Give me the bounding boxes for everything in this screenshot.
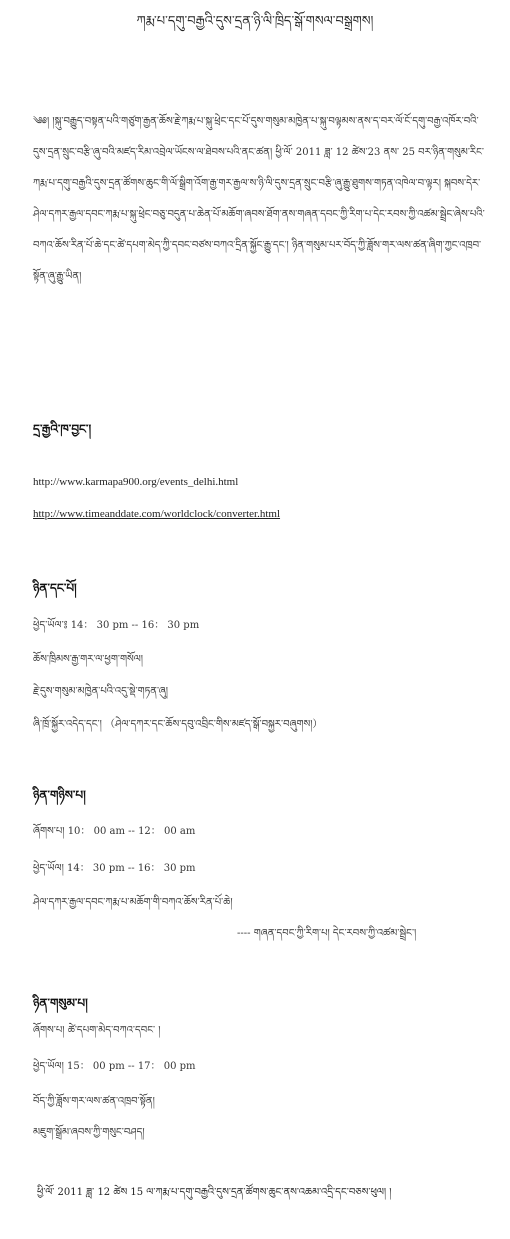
link-karmapa900[interactable]: http://www.karmapa900.org/events_delhi.html <box>33 476 239 488</box>
day3-heading: ཉིན་གསུམ་པ། <box>33 996 88 1010</box>
day3-afternoon-time: ཕྱེད་ཡོལ། 15： 00 pm -- 17： 00 pm <box>33 1061 196 1072</box>
link-timeanddate[interactable]: http://www.timeanddate.com/worldclock/converter.html <box>33 508 281 520</box>
day1-item: ཆོས་ཁྲིམས་རྒྱ་གར་ལ་ཕྱག་གསོལ། <box>33 654 144 665</box>
day1-item: རྗེ་དུས་གསུམ་མཁྱེན་པའི་འདུ་སྡེ་གཏན་ཞུ། <box>33 686 168 697</box>
day2-teaching-title: ---- གཞན་དབང་ཀྱི་རིག་པ། དེང་རབས་ཀྱི་འཚམ་སྦྲེང་། <box>237 928 417 939</box>
day2-item: ཤེལ་དཀར་རྒྱལ་དབང་ཀརྨ་པ་མཆོག་གི་བཀའ་ཆོས་རིན་པོ་ཆེ། <box>33 897 233 908</box>
footer-note: ཕྱི་ལོ་ 2011 ཟླ་ 12 ཚེས 15 ལ་ཀརྨ་པ་དགུ་བརྒྱའི་དུས་དྲན་ཚོགས་ཆུང་ནས་འཆམ་འདྲི་དང་བཅས་ཕུལ། ། <box>37 1187 392 1198</box>
day3-item: བོད་ཀྱི་ཟློས་གར་ལས་ཚན་འཁྲབ་སྟོན། <box>33 1096 155 1107</box>
day3-item: མཇུག་སྒྲོམ་ཞབས་ཀྱི་གསུང་བཤད། <box>33 1127 145 1138</box>
day2-afternoon-time: ཕྱེད་ཡོལ། 14： 30 pm -- 16： 30 pm <box>33 863 196 874</box>
links-heading: དྲ་རྒྱའི་ཁ་བྱང་། <box>33 422 92 436</box>
day3-morning: ཞོགས་པ། ཚེ་དཔག་མེད་བཀའ་དབང་ ། <box>33 1025 161 1036</box>
day1-item: ཞི་ཁྲོ་སྐྱོར་འདེད་དང་། （ཤེལ་དཀར་དང་ཆོས་དབུ་འབྲིང་གིས་མཛད་སྒོ་བསྐྱར་བཞུགས།） <box>33 719 323 730</box>
page-title: ཀརྨ་པ་དགུ་བརྒྱའི་དུས་དྲན་ཉི་ལི་ཁྲིད་སྒོ་གསལ་བསྒྲགས། <box>136 14 374 29</box>
day2-heading: ཉིན་གཉིས་པ། <box>33 788 86 802</box>
intro-paragraph: ༄༅། །སྐུ་བརྒྱུད་བསྟན་པའི་གཙུག་རྒྱན་ཆོས་རྗེ་ཀརྨ་པ་སྐུ་ཕྲེང་དང་པོ་དུས་གསུམ་མཁྱེན་པ་སྐུ་བལྟམས་ནས་ད་བར་ལོ་ངོ་དགུ་བརྒྱ་འཁོར་བའི་དུས་དྲན་སྲུང་བརྩི་ཞུ་བའི་མཛད་རིམ་འབྲེལ་ཡོངས་ལ་ཐེབས་པའི་ནང་ཚན། ཕྱི་ལོ་ 2011 ཟླ་ 12 ཚེས་23 ནས་ 25 བར་ཉིན་གསུམ་རིང་ཀརྨ་པ་དགུ་བརྒྱའི་དུས་དྲན་ཚོགས་ཆུང་གི་ལོ་སྒྲིག་འོག་རྒྱ་གར་རྒྱལ་ས་ཉི་ལི་དུས་དྲན་སྲུང་བརྩི་ཞུ་རྒྱུ་ཐུགས་གཏན་འཁེལ་བ་ལྟར། སྐབས་དེར་ཤེལ་དཀར་རྒྱལ་དབང་ཀརྨ་པ་སྐུ་ཕྲེང་བཅུ་བདུན་པ་ཆེན་པོ་མཆོག་ཞབས་ཐོག་ནས་གཞན་དབང་ཀྱི་རིག་པ་དེང་རབས་ཀྱི་འཚམ་སྦྲེང་ཞེས་པའི་བཀའ་ཆོས་རིན་པོ་ཆེ་དང་ཚེ་དཔག་མེད་ཀྱི་དབང་བཙས་བཀའ་དྲིན་སྐྱོང་རྒྱུ་དང་། ཉིན་གསུམ་པར་བོད་ཀྱི་ཟློས་གར་ལས་ཚན་ཞིག་ཀྱང་འཁྲབ་སྟོན་ཞུ་རྒྱུ་ཡིན། <box>33 116 485 282</box>
day1-heading: ཉིན་དང་པོ། <box>33 581 77 595</box>
day1-afternoon-time: ཕྱེད་ཡོལ་༔ 14： 30 pm -- 16： 30 pm <box>33 620 200 631</box>
day2-morning-time: ཞོགས་པ། 10： 00 am -- 12： 00 am <box>33 826 196 837</box>
